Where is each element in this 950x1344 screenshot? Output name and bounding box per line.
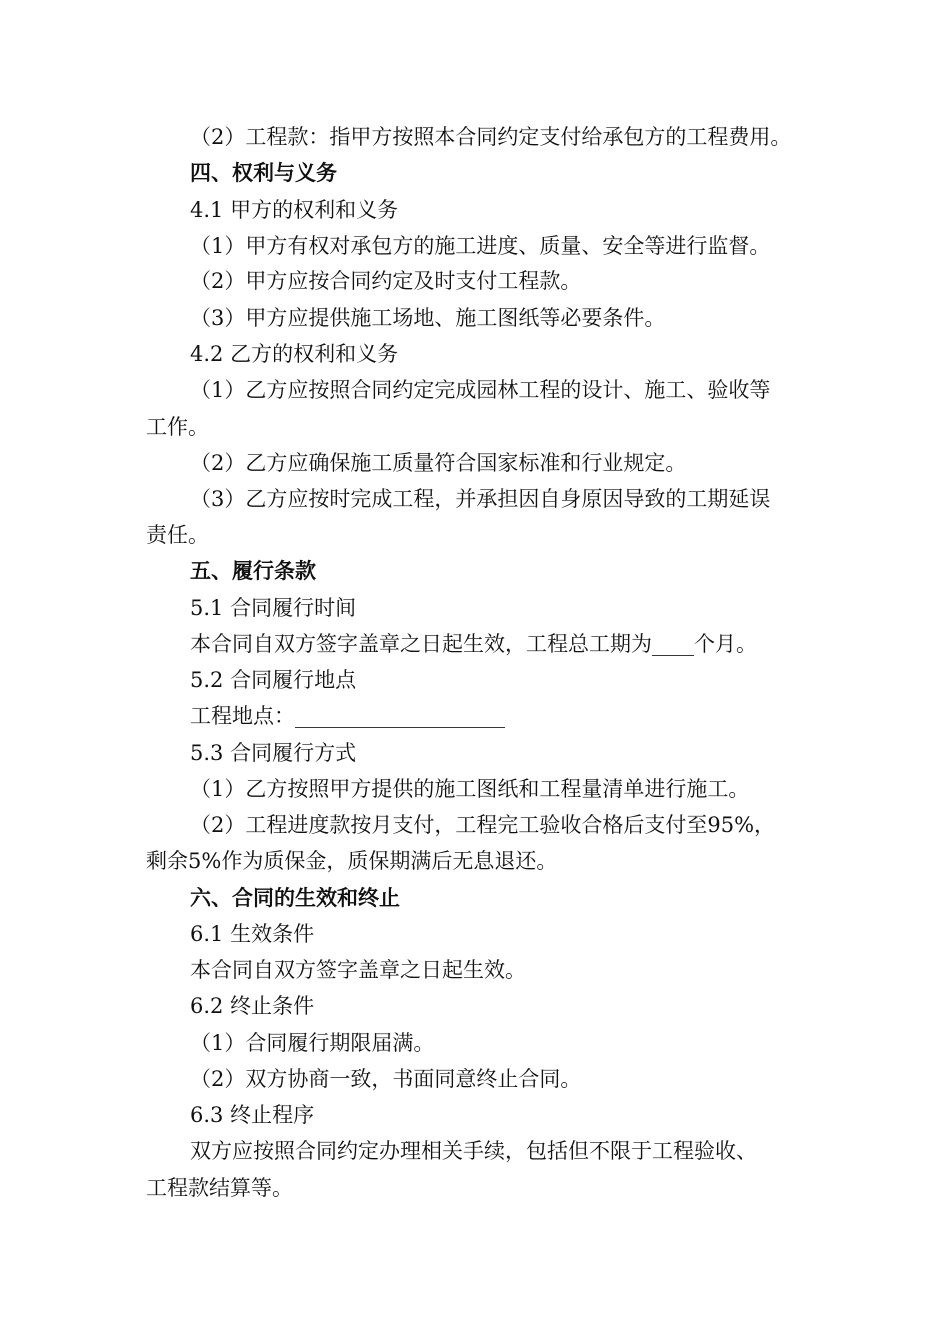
clause-6-2-2: （2）双方协商一致，书面同意终止合同。 xyxy=(190,1067,582,1091)
subsection-5-1: 5.1 合同履行时间 xyxy=(190,596,357,620)
clause-4-1-1: （1）甲方有权对承包方的施工进度、质量、安全等进行监督。 xyxy=(190,234,771,258)
clause-4-2-3: （3）乙方应按时完成工程，并承担因自身原因导致的工期延误 xyxy=(190,487,771,511)
subsection-6-1: 6.1 生效条件 xyxy=(190,922,315,946)
subsection-6-2: 6.2 终止条件 xyxy=(190,994,315,1018)
section-heading-6: 六、合同的生效和终止 xyxy=(190,886,400,910)
clause-5-3-2-cont: 剩余5%作为质保金，质保期满后无息退还。 xyxy=(146,849,558,873)
clause-4-2-2: （2）乙方应确保施工质量符合国家标准和行业规定。 xyxy=(190,451,687,475)
subsection-4-2: 4.2 乙方的权利和义务 xyxy=(190,342,399,366)
clause-4-1-2: （2）甲方应按合同约定及时支付工程款。 xyxy=(190,269,582,293)
paragraph-5-1: 本合同自双方签字盖章之日起生效，工程总工期为____个月。 xyxy=(190,632,757,656)
subsection-5-3: 5.3 合同履行方式 xyxy=(190,741,357,765)
paragraph-6-3-cont: 工程款结算等。 xyxy=(146,1176,293,1200)
subsection-4-1: 4.1 甲方的权利和义务 xyxy=(190,198,399,222)
subsection-6-3: 6.3 终止程序 xyxy=(190,1103,315,1127)
paragraph-6-3: 双方应按照合同约定办理相关手续，包括但不限于工程验收、 xyxy=(190,1139,757,1163)
section-heading-5: 五、履行条款 xyxy=(190,559,316,583)
clause-6-2-1: （1）合同履行期限届满。 xyxy=(190,1031,435,1055)
subsection-5-2: 5.2 合同履行地点 xyxy=(190,668,357,692)
clause-5-3-1: （1）乙方按照甲方提供的施工图纸和工程量清单进行施工。 xyxy=(190,777,750,801)
section-heading-4: 四、权利与义务 xyxy=(190,161,337,185)
clause-4-1-3: （3）甲方应提供施工场地、施工图纸等必要条件。 xyxy=(190,306,666,330)
clause-2-2: （2）工程款：指甲方按照本合同约定支付给承包方的工程费用。 xyxy=(190,125,792,149)
paragraph-6-1: 本合同自双方签字盖章之日起生效。 xyxy=(190,958,526,982)
clause-5-3-2: （2）工程进度款按月支付，工程完工验收合格后支付至95%， xyxy=(190,813,776,837)
paragraph-5-2: 工程地点：____________________ xyxy=(190,704,505,728)
clause-4-2-1-cont: 工作。 xyxy=(146,415,209,439)
clause-4-2-1: （1）乙方应按照合同约定完成园林工程的设计、施工、验收等 xyxy=(190,378,771,402)
clause-4-2-3-cont: 责任。 xyxy=(146,523,209,547)
